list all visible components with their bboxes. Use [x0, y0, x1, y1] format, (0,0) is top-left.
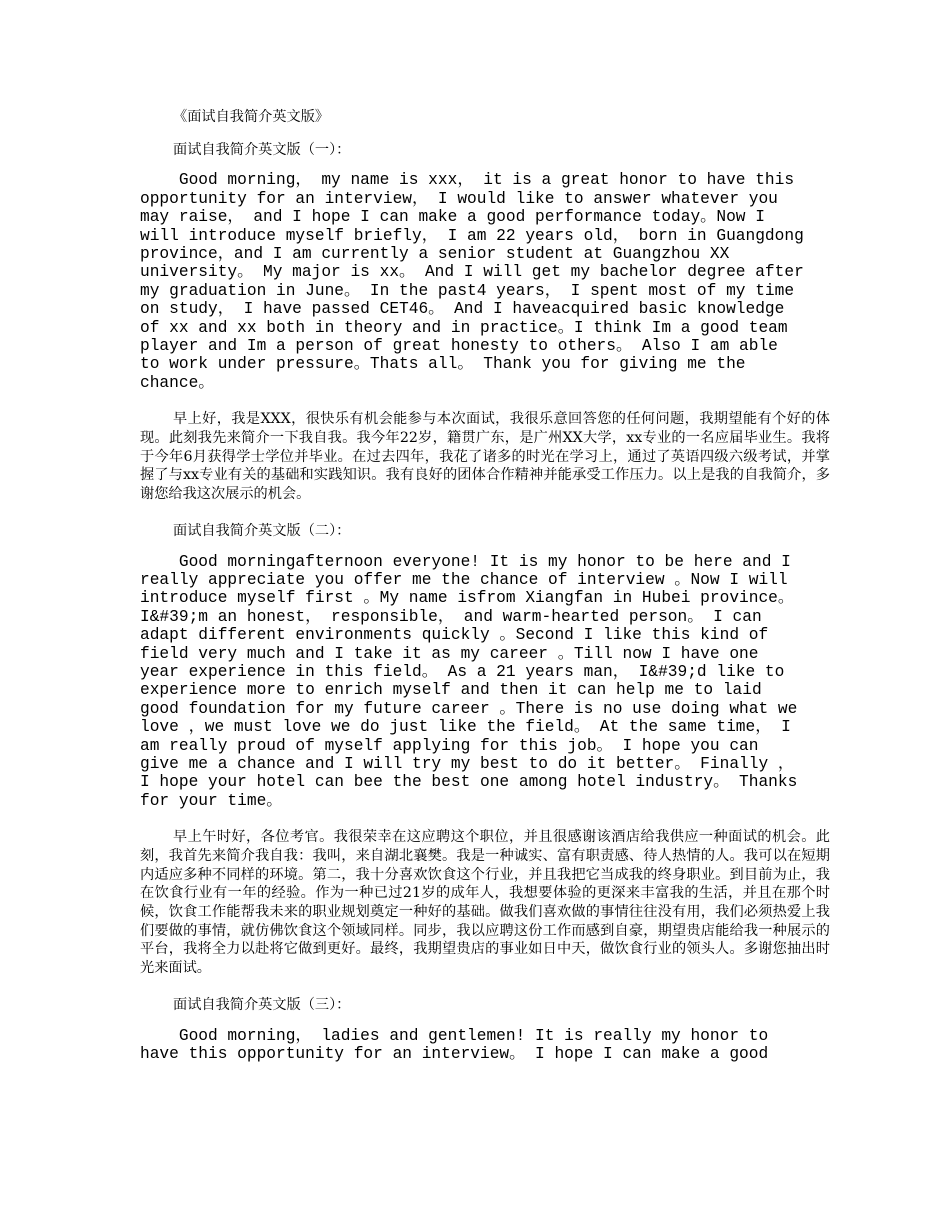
document-page	[140, 108, 830, 1063]
document-title: 《面试自我简介英文版》	[173, 109, 330, 125]
english-line: I hope your hotel can bee the best one among hotel industry。 Thanks	[140, 773, 798, 792]
spacer	[140, 127, 830, 141]
english-line: on study， I have passed CET46。 And I haveacquired basic knowledge	[140, 300, 785, 319]
spacer	[140, 159, 830, 171]
chinese-paragraph-1: 早上好，我是XXX，很快乐有机会能参与本次面试，我很乐意回答您的任何问题，我期望能有个好的体现。此刻我先来简介一下我自我。我今年22岁，籍贯广东，是广州XX大学，xx专业的一名应届毕业生。我将于今年6月获得学士学位并毕业。在过去四年，我花了诸多的时光在学习上，通过了英语四级六级考试，并掌握了与xx专业有关的基础和实践知识。我有良好的团体合作精神并能承受工作压力。以上是我的自我简介，多谢您给我这次展示的机会。	[140, 411, 830, 503]
english-line: for your time。	[140, 791, 283, 810]
english-line: field very much and I take it as my career 。Till now I have one	[140, 644, 759, 663]
english-line: to work under pressure。Thats all。 Thank you for giving me the	[140, 355, 746, 374]
spacer	[140, 810, 830, 828]
english-line: love ，we must love we do just like the field。 At the same time， I	[140, 718, 791, 737]
english-line: may raise， and I hope I can make a good performance today。Now I	[140, 208, 765, 227]
section-heading-1: 面试自我简介英文版（一）：	[173, 141, 351, 158]
spacer	[140, 504, 830, 522]
english-line: adapt different environments quickly 。Second I like this kind of	[140, 626, 769, 645]
spacer	[140, 1015, 830, 1027]
english-line: opportunity for an interview， I would like to answer whatever you	[140, 189, 778, 208]
english-paragraph-3	[140, 1027, 830, 1064]
english-line: I&#39;m an honest， responsible， and warm-hearted person。 I can	[140, 607, 762, 626]
english-line: province，and I am currently a senior student at Guangzhou XX	[140, 245, 730, 264]
english-line: Good morning， ladies and gentlemen! It is really my honor to	[140, 1026, 769, 1045]
english-line: have this opportunity for an interview。 I hope I can make a good	[140, 1044, 769, 1063]
english-line: give me a chance and I will try my best to do it better。 Finally ，	[140, 754, 795, 773]
spacer	[140, 541, 830, 553]
english-line: Good morning， my name is xxx， it is a great honor to have this	[140, 171, 795, 190]
english-line: really appreciate you offer me the chance of interview 。Now I will	[140, 570, 788, 589]
spacer	[140, 978, 830, 996]
section-heading-2: 面试自我简介英文版（二）：	[173, 522, 351, 539]
english-line: introduce myself first 。My name isfrom Xiangfan in Hubei province。	[140, 589, 795, 608]
section-heading-3: 面试自我简介英文版（三）：	[173, 996, 351, 1013]
english-line: experience more to enrich myself and then it can help me to laid	[140, 681, 762, 700]
english-line: good foundation for my future career 。There is no use doing what we	[140, 699, 798, 718]
english-paragraph-2	[140, 553, 830, 811]
english-line: chance。	[140, 373, 215, 392]
english-line: university。 My major is xx。 And I will get my bachelor degree after	[140, 263, 804, 282]
english-line: player and Im a person of great honesty to others。 Also I am able	[140, 337, 778, 356]
chinese-paragraph-2: 早上午时好，各位考官。我很荣幸在这应聘这个职位，并且很感谢该酒店给我供应一种面试的机会。此刻，我首先来简介我自我：我叫，来自湖北襄樊。我是一种诚实、富有职责感、待人热情的人。我可以在短期内适应多种不同样的环境。第二，我十分喜欢饮食这个行业，并且我把它当成我的终身职业。到目前为止，我在饮食行业有一年的经验。作为一种已过21岁的成年人，我想要体验的更深来丰富我的生活，并且在那个时候，饮食工作能帮我未来的职业规划奠定一种好的基础。做我们喜欢做的事情往往没有用，我们必须热爱上我们要做的事情，就仿佛饮食这个领域同样。同步，我以应聘这份工作而感到自豪，期望贵店能给我一种展示的平台，我将全力以赴将它做到更好。最终，我期望贵店的事业如日中天，做饮食行业的领头人。多谢您抽出时光来面试。	[140, 829, 830, 977]
english-line: will introduce myself briefly， I am 22 years old， born in Guangdong	[140, 226, 804, 245]
english-line: of xx and xx both in theory and in practice。I think Im a good team	[140, 318, 788, 337]
english-paragraph-1	[140, 171, 830, 392]
spacer	[140, 392, 830, 410]
english-line: year experience in this field。 As a 21 years man， I&#39;d like to	[140, 662, 785, 681]
english-line: my graduation in June。 In the past4 years， I spent most of my time	[140, 281, 795, 300]
english-line: Good morningafternoon everyone! It is my honor to be here and I	[140, 552, 791, 571]
english-line: am really proud of myself applying for this job。 I hope you can	[140, 736, 759, 755]
